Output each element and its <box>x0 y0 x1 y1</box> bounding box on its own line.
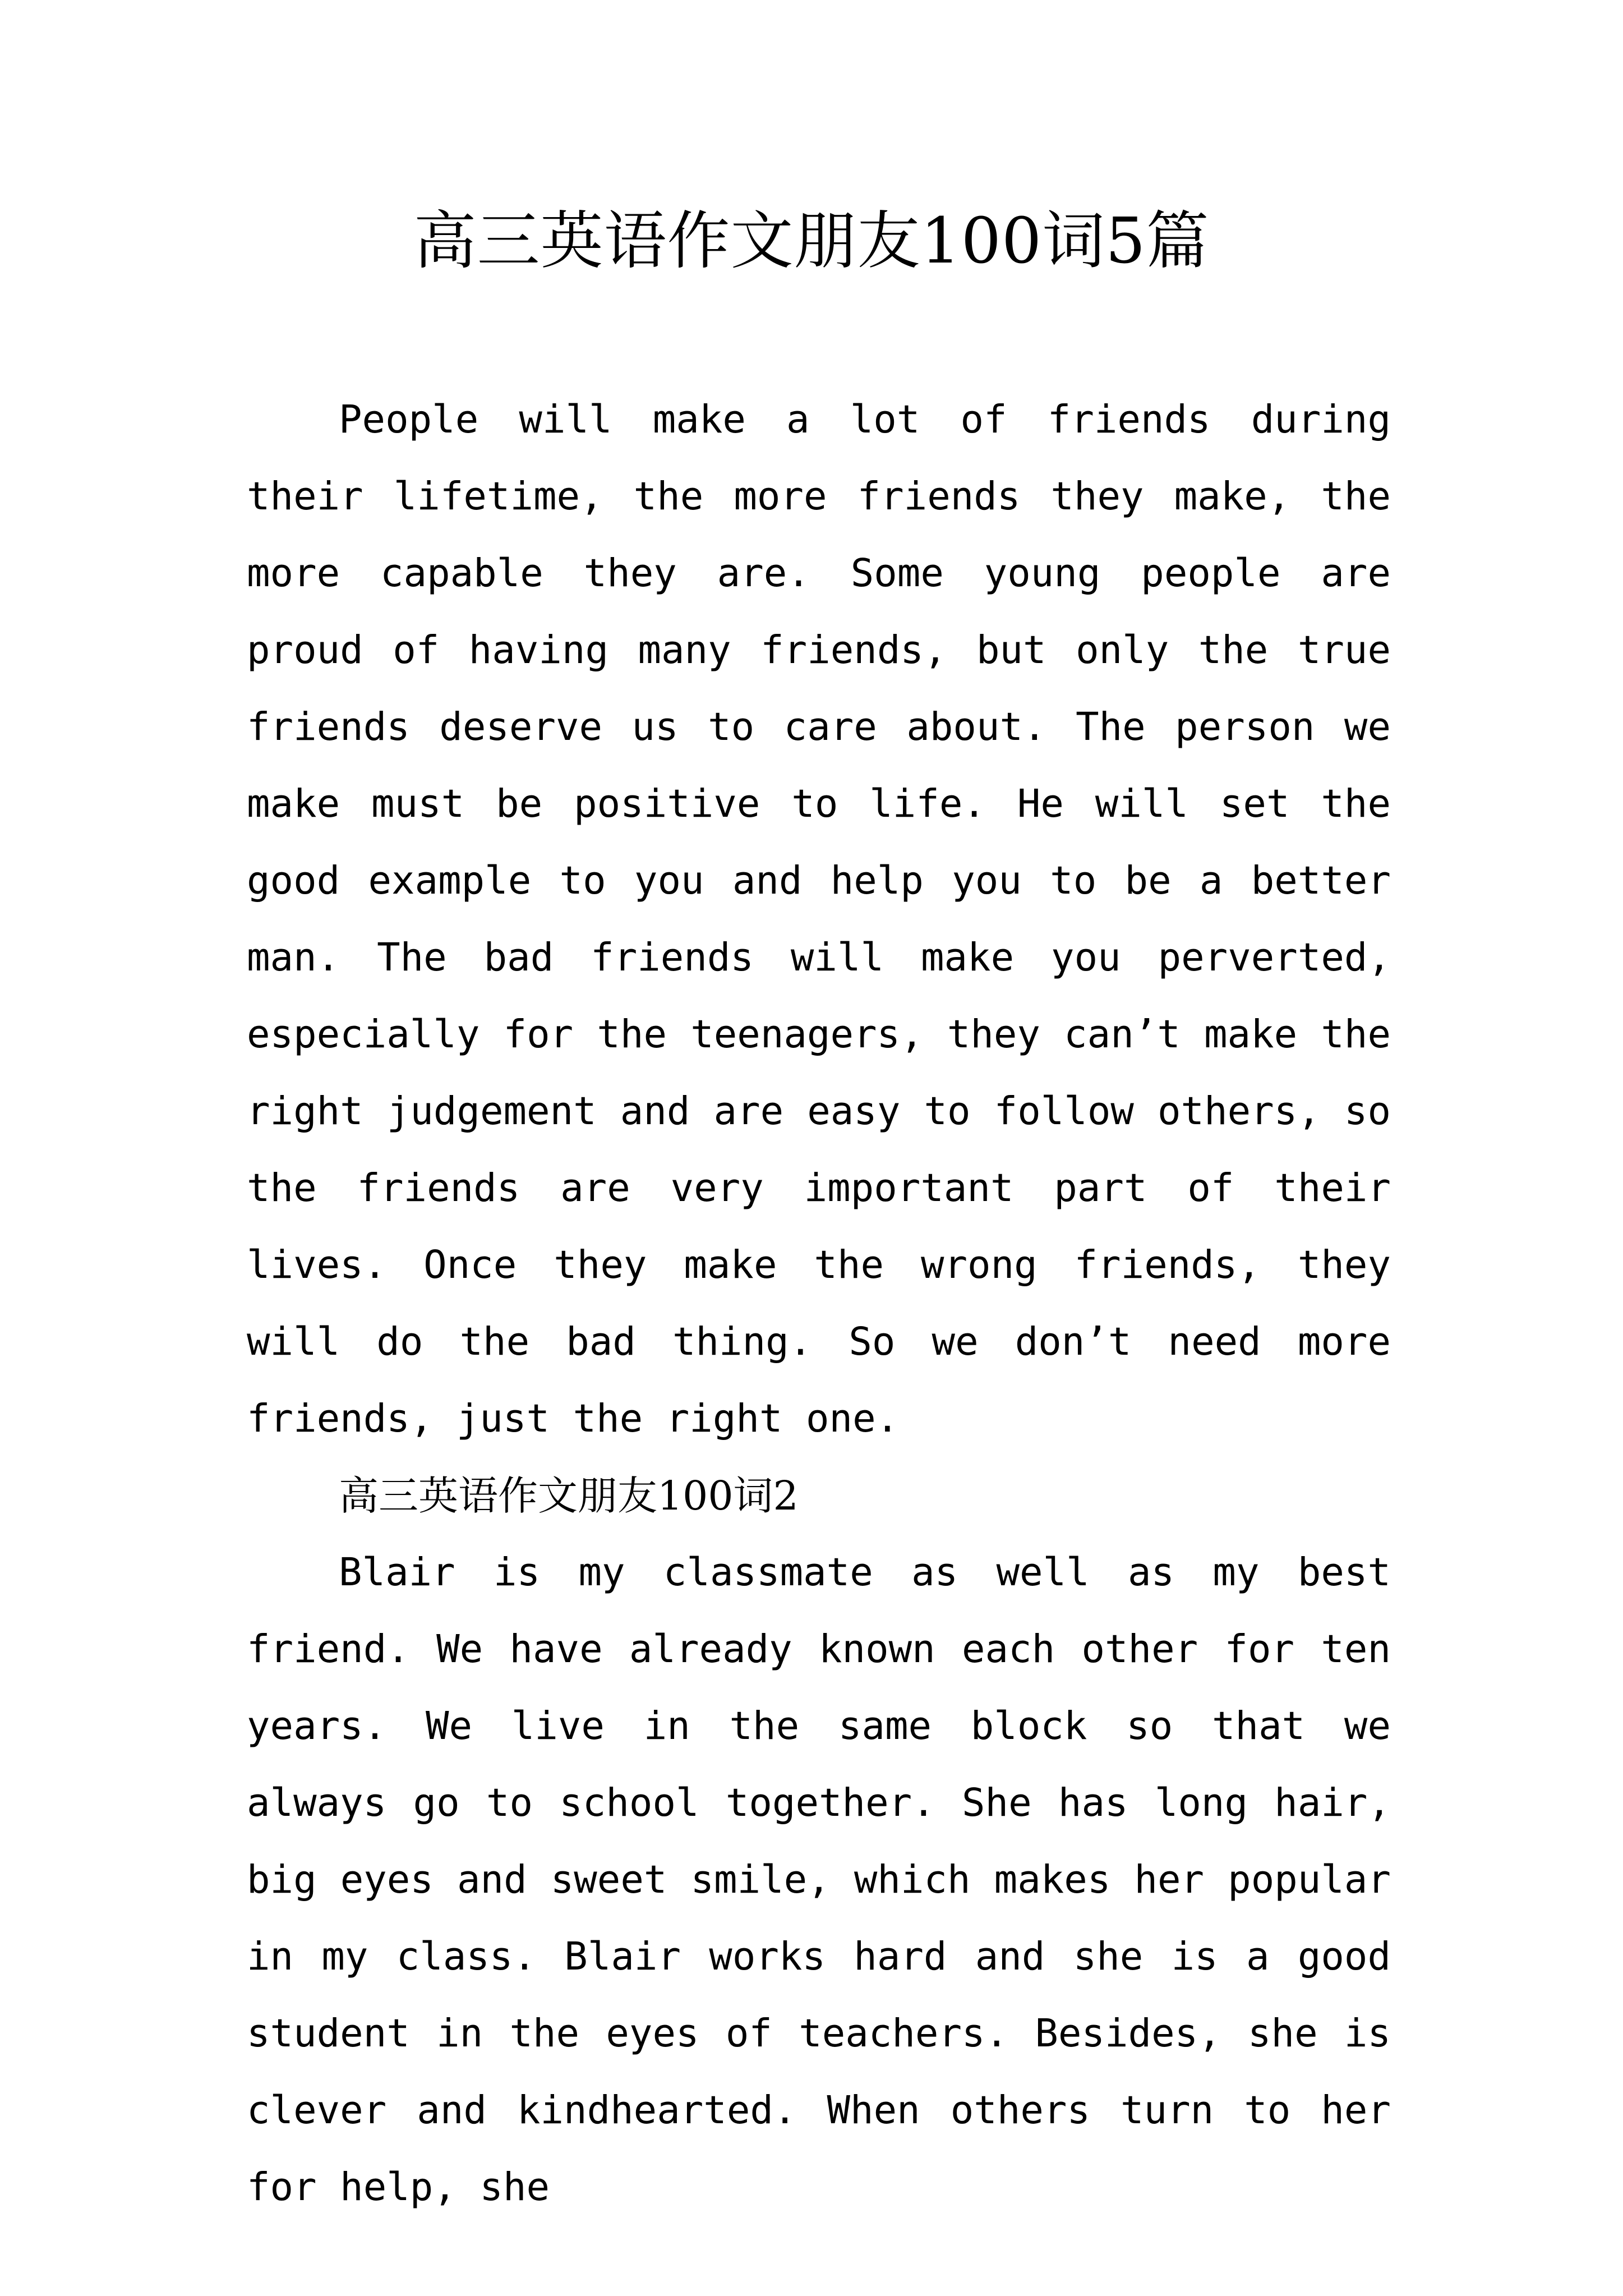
essay-paragraph-1: People will make a lot of friends during their lifetime, the more friends they make, the more capable they are. Some young people are proud of having many friends, but only the true friends deserve us to care about. The person we make must be positive to life. He will set the good example to you and help you to be a better man. The bad friends will make you perverted, especially for the teenagers, they can’t make the right judgement and are easy to follow others, so the friends are very important part of their lives. Once they make the wrong friends, they will do the bad thing. So we don’t need more friends, just the right one. <box>247 397 1391 1441</box>
page-title: 高三英语作文朋友100词5篇 <box>413 205 1210 278</box>
essay-2-heading: 高三英语作文朋友100词2 <box>339 1473 799 1519</box>
document-body <box>247 381 1391 2226</box>
essay-paragraph-2: Blair is my classmate as well as my best friend. We have already known each other for ten years. We live in the same block so that we always go to school together. She has long hair, big eyes and sweet smile, which makes her popular in my class. Blair works hard and she is a good student in the eyes of teachers. Besides, she is clever and kindhearted. When others turn to her for help, she <box>247 1550 1391 2210</box>
